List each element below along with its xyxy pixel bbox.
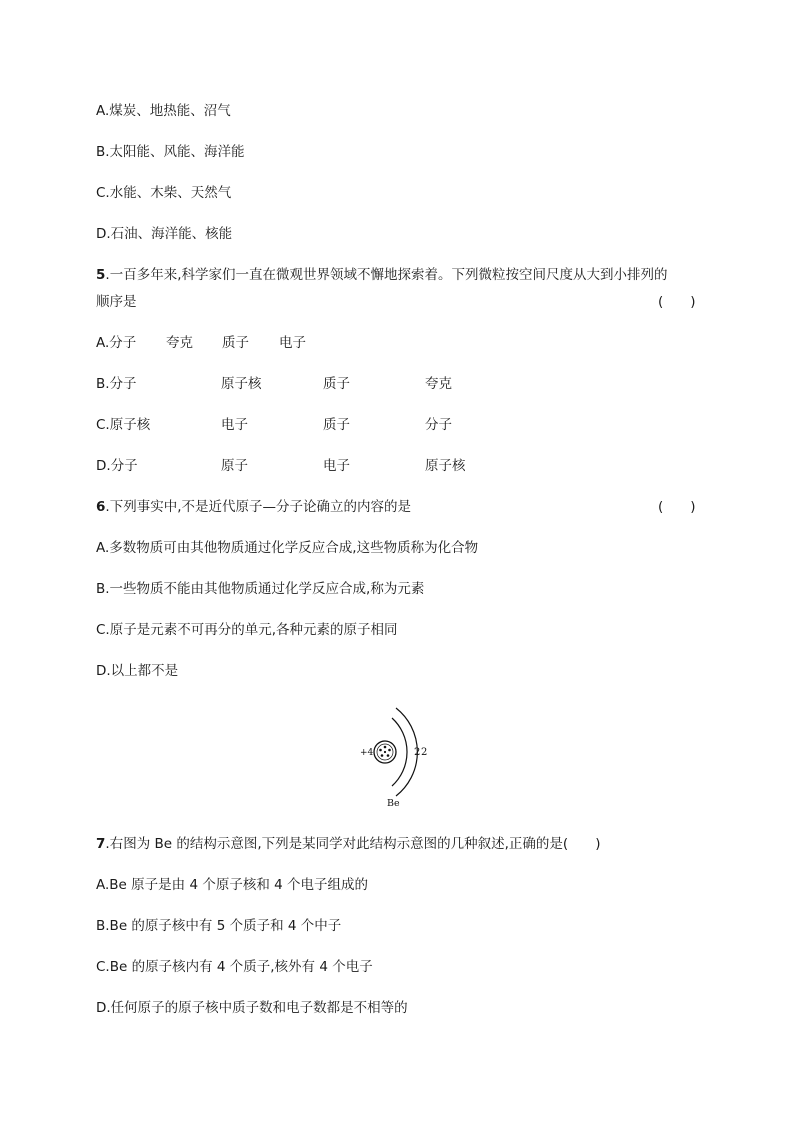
q7-option-b: B.Be 的原子核中有 5 个质子和 4 个中子 xyxy=(96,918,342,934)
q5-option-c xyxy=(96,416,150,434)
q4-option-d: D.石油、海洋能、核能 xyxy=(96,226,233,242)
q7-stem-text: .右图为 Be 的结构示意图,下列是某同学对此结构示意图的几种叙述,正确的是( ) xyxy=(105,836,601,852)
q6-option-d: D.以上都不是 xyxy=(96,663,179,679)
be-atom-structure-diagram xyxy=(356,700,446,810)
q5-stem-text: .一百多年来,科学家们一直在微观世界领域不懈地探索着。下列微粒按空间尺度从大到小排列的 xyxy=(105,267,668,283)
q6-option-c: C.原子是元素不可再分的单元,各种元素的原子相同 xyxy=(96,622,398,638)
q5-option-b-item: 原子核 xyxy=(221,376,262,392)
q6-number: 6 xyxy=(96,499,106,515)
q6-answer-paren: ( ) xyxy=(658,499,696,515)
q5-option-c-item: 分子 xyxy=(425,417,452,433)
q5-option-c-item: 质子 xyxy=(323,417,350,433)
q5-stem-line2: 顺序是 xyxy=(96,294,137,310)
q7-option-c: C.Be 的原子核内有 4 个质子,核外有 4 个电子 xyxy=(96,959,373,975)
q5-option-a-item: 分子 xyxy=(109,335,137,351)
q5-option-a-item: 夸克 xyxy=(166,335,193,351)
q7-option-a: A.Be 原子是由 4 个原子核和 4 个电子组成的 xyxy=(96,877,368,893)
element-symbol-label: Be xyxy=(387,798,400,809)
q6-stem-text: .下列事实中,不是近代原子—分子论确立的内容的是 xyxy=(105,499,411,515)
nucleus-charge-label: +4 xyxy=(360,748,374,758)
q6-stem xyxy=(96,498,411,516)
q5-answer-paren: ( ) xyxy=(658,294,696,310)
q5-option-d-label: D. xyxy=(96,458,111,474)
q5-option-d xyxy=(96,457,138,475)
q6-option-b: B.一些物质不能由其他物质通过化学反应合成,称为元素 xyxy=(96,581,425,597)
q5-option-d-item: 分子 xyxy=(110,458,138,474)
shell-2-electron-count: 2 xyxy=(421,747,428,758)
q5-option-c-item: 原子核 xyxy=(109,417,151,433)
q7-number: 7 xyxy=(96,836,106,852)
q5-option-b-item: 质子 xyxy=(323,376,350,392)
electron-shell-1-arc xyxy=(392,718,407,786)
q5-option-c-item: 电子 xyxy=(221,417,248,433)
q5-stem-line1 xyxy=(96,266,668,284)
q7-stem xyxy=(96,835,600,853)
q5-option-c-label: C. xyxy=(96,417,110,433)
q5-option-d-item: 原子 xyxy=(221,458,248,474)
nucleus-particles xyxy=(379,746,391,757)
q5-number: 5 xyxy=(96,267,106,283)
q5-option-b-item: 夸克 xyxy=(425,376,452,392)
q7-option-d: D.任何原子的原子核中质子数和电子数都是不相等的 xyxy=(96,1000,408,1016)
q4-option-b: B.太阳能、风能、海洋能 xyxy=(96,144,245,160)
q5-option-d-item: 原子核 xyxy=(425,458,466,474)
q5-option-b xyxy=(96,375,137,393)
q5-option-a-item: 质子 xyxy=(222,335,249,351)
q5-option-a-label: A. xyxy=(96,335,110,351)
q5-option-a-item: 电子 xyxy=(279,335,306,351)
q4-option-a: A.煤炭、地热能、沼气 xyxy=(96,103,231,119)
shell-1-electron-count: 2 xyxy=(414,747,421,758)
q5-option-b-label: B. xyxy=(96,376,110,392)
q5-option-d-item: 电子 xyxy=(323,458,350,474)
q4-option-c: C.水能、木柴、天然气 xyxy=(96,185,232,201)
q5-option-b-item: 分子 xyxy=(109,376,137,392)
q6-option-a: A.多数物质可由其他物质通过化学反应合成,这些物质称为化合物 xyxy=(96,540,479,556)
q5-option-a xyxy=(96,334,136,352)
